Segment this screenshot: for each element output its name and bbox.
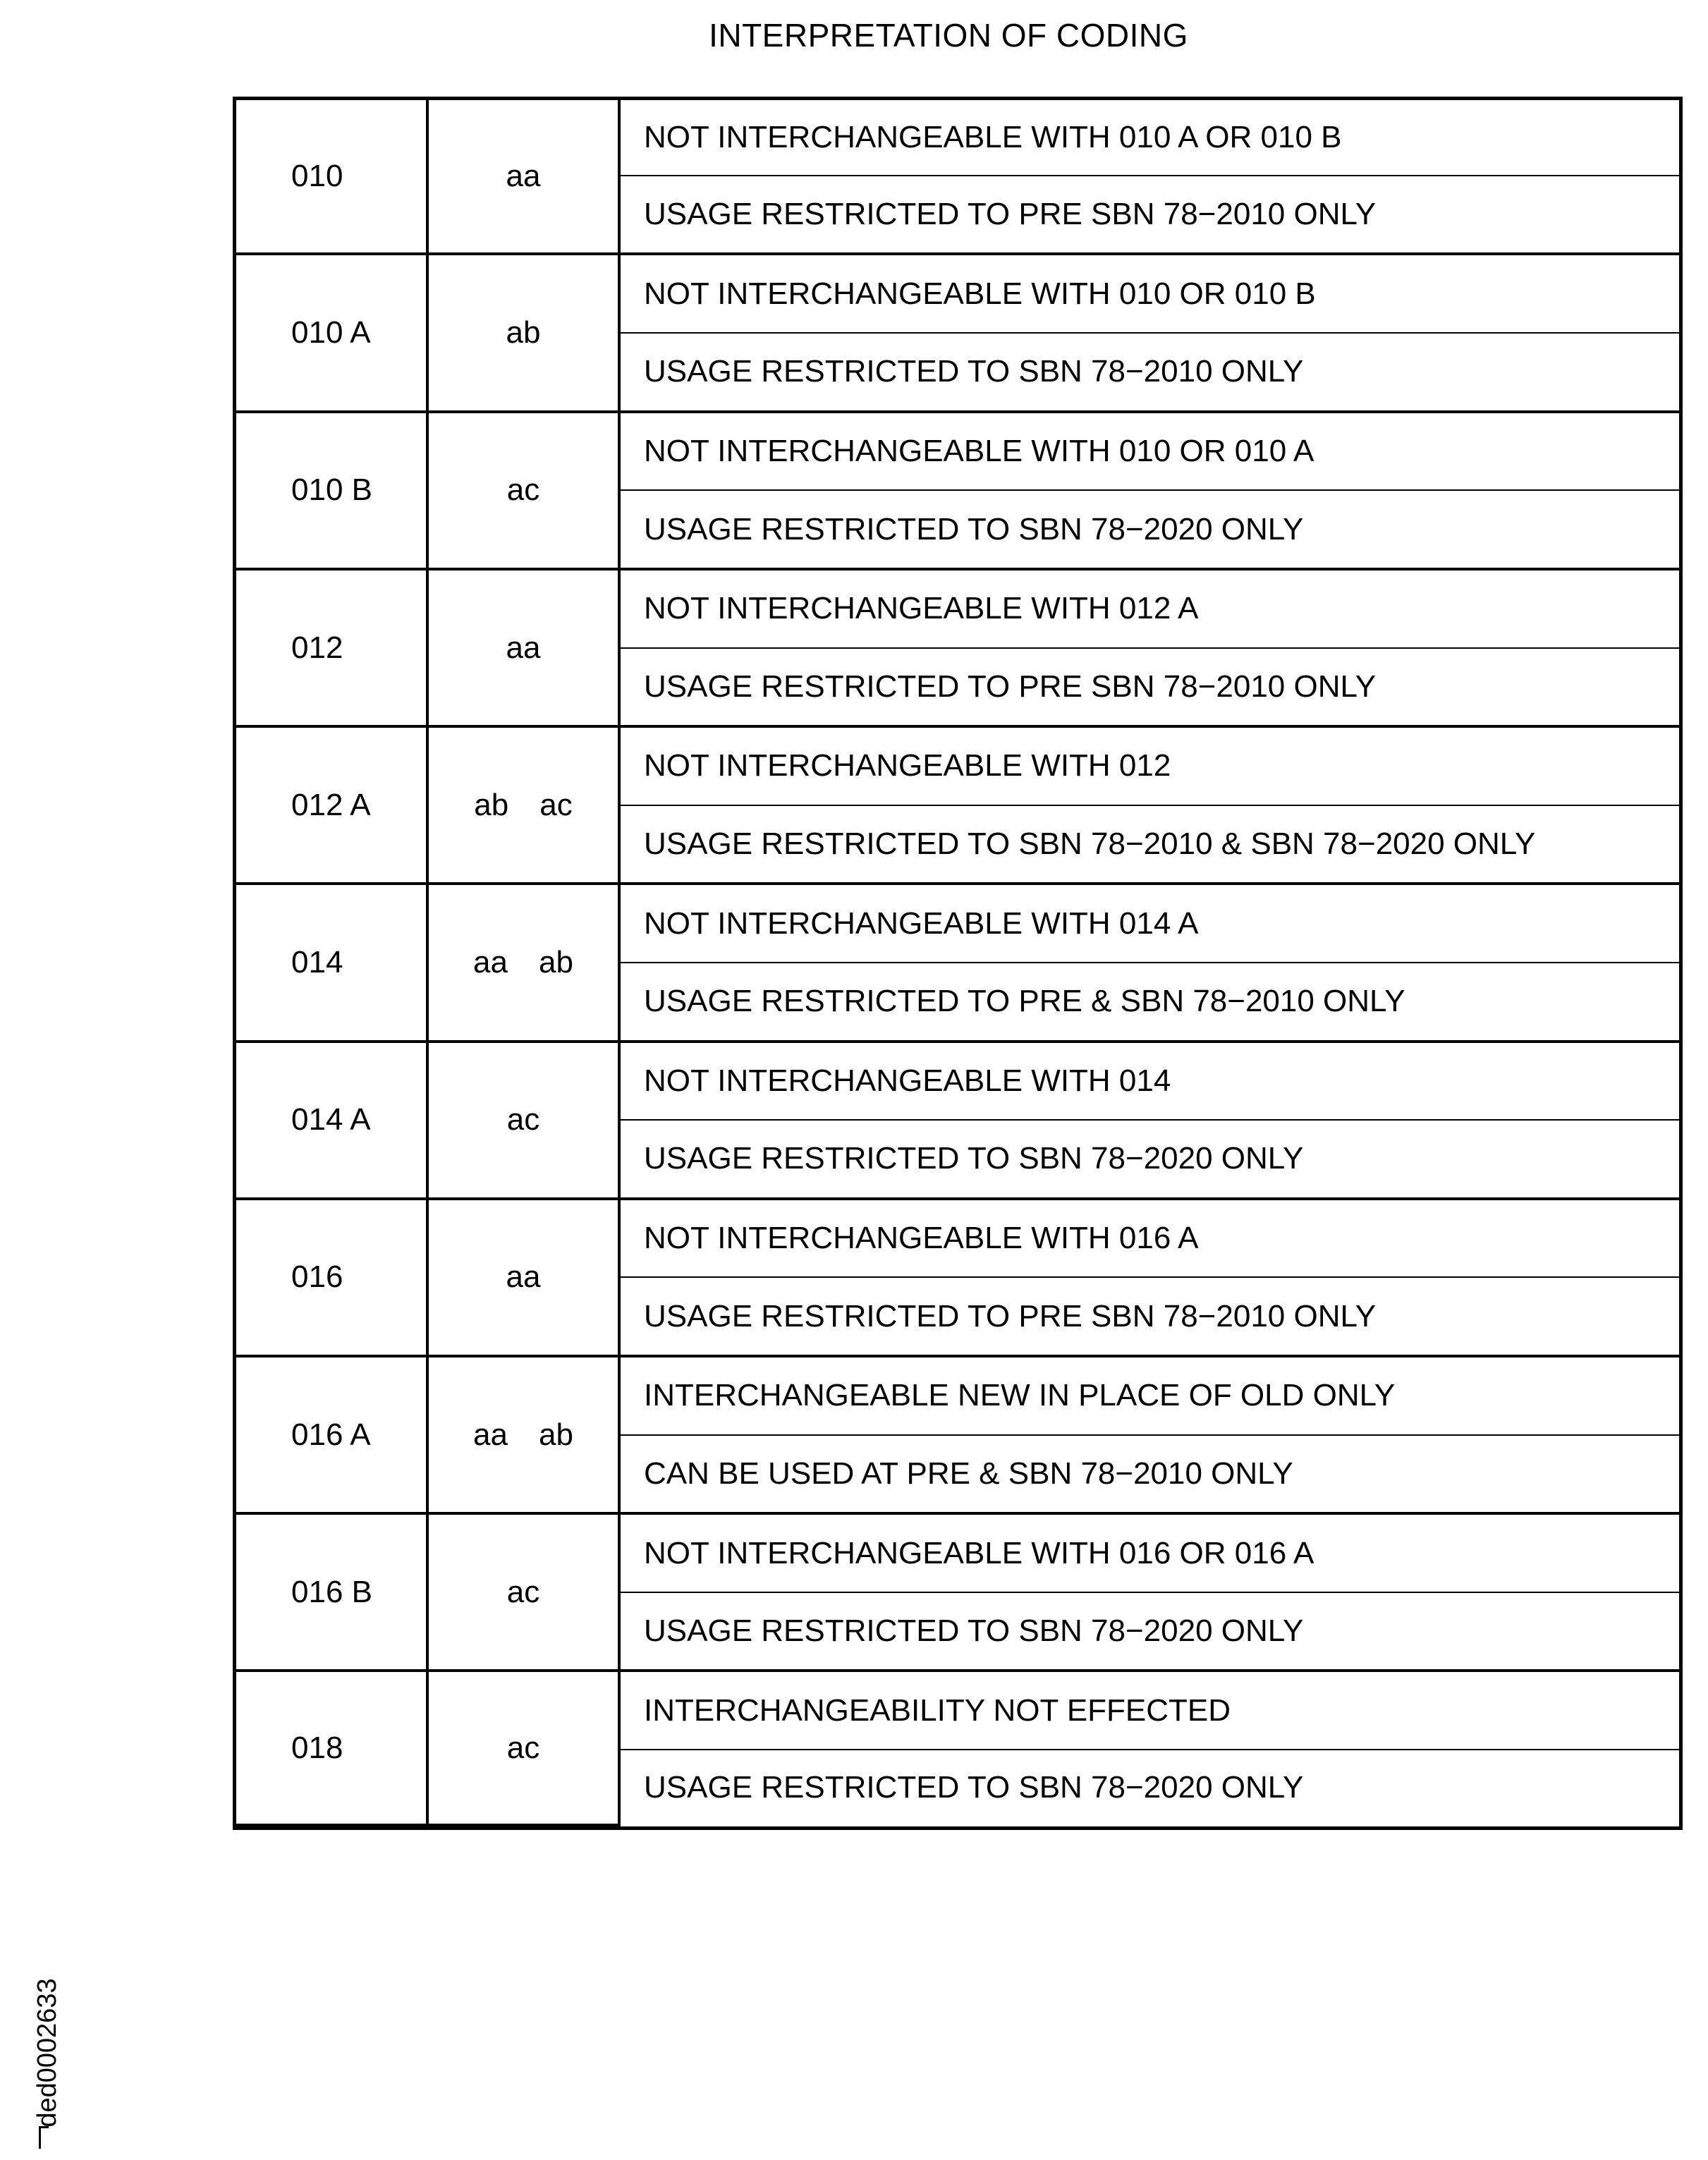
code-cell: 014 A	[236, 1042, 427, 1199]
table-row	[236, 1199, 1679, 1278]
table-row	[236, 1671, 1679, 1750]
interchangeability-cell: NOT INTERCHANGEABLE WITH 010 A OR 010 B	[619, 100, 1679, 176]
usage-cell: CAN BE USED AT PRE & SBN 78−2010 ONLY	[619, 1435, 1679, 1514]
marks-cell: ab	[427, 254, 619, 411]
marks-cell: aa ab	[427, 884, 619, 1041]
table-row	[236, 1356, 1679, 1435]
table-row	[236, 100, 1679, 176]
code-cell: 010 A	[236, 254, 427, 411]
usage-cell: USAGE RESTRICTED TO PRE SBN 78−2010 ONLY	[619, 648, 1679, 727]
code-cell: 012	[236, 569, 427, 726]
usage-cell: USAGE RESTRICTED TO SBN 78−2020 ONLY	[619, 1750, 1679, 1825]
usage-cell: USAGE RESTRICTED TO SBN 78−2020 ONLY	[619, 1592, 1679, 1671]
marks-cell: aa ab	[427, 1356, 619, 1513]
usage-cell: USAGE RESTRICTED TO PRE SBN 78−2010 ONLY	[619, 176, 1679, 255]
usage-cell: USAGE RESTRICTED TO SBN 78−2020 ONLY	[619, 490, 1679, 569]
marks-cell: ac	[427, 1513, 619, 1671]
marks-cell: aa	[427, 1199, 619, 1356]
interchangeability-cell: NOT INTERCHANGEABLE WITH 016 A	[619, 1199, 1679, 1278]
marks-cell: ab ac	[427, 726, 619, 884]
interchangeability-cell: NOT INTERCHANGEABLE WITH 010 OR 010 B	[619, 254, 1679, 333]
interchangeability-cell: NOT INTERCHANGEABLE WITH 012 A	[619, 569, 1679, 648]
corner-mark-horizontal	[39, 2126, 49, 2128]
interchangeability-cell: NOT INTERCHANGEABLE WITH 012	[619, 726, 1679, 805]
figure-reference-id: ded0002633	[32, 1978, 62, 2128]
interchangeability-cell: NOT INTERCHANGEABLE WITH 016 OR 016 A	[619, 1513, 1679, 1592]
coding-table-body	[236, 100, 1679, 1825]
figure-reference	[33, 1957, 61, 2149]
code-cell: 016 B	[236, 1513, 427, 1671]
table-row	[236, 1042, 1679, 1121]
marks-cell: ac	[427, 412, 619, 569]
coding-table-frame	[233, 97, 1683, 1830]
code-cell: 018	[236, 1671, 427, 1825]
table-row	[236, 726, 1679, 805]
code-cell: 010 B	[236, 412, 427, 569]
interchangeability-cell: NOT INTERCHANGEABLE WITH 014	[619, 1042, 1679, 1121]
table-row	[236, 569, 1679, 648]
coding-table	[236, 100, 1679, 1826]
marks-cell: aa	[427, 100, 619, 254]
table-row	[236, 1513, 1679, 1592]
page-title: INTERPRETATION OF CODING	[709, 17, 1188, 54]
interchangeability-cell: INTERCHANGEABILITY NOT EFFECTED	[619, 1671, 1679, 1750]
marks-cell: ac	[427, 1671, 619, 1825]
code-cell: 016 A	[236, 1356, 427, 1513]
table-row	[236, 884, 1679, 963]
usage-cell: USAGE RESTRICTED TO SBN 78−2010 & SBN 78−2020 ONLY	[619, 805, 1679, 884]
table-row	[236, 254, 1679, 333]
interchangeability-cell: NOT INTERCHANGEABLE WITH 010 OR 010 A	[619, 412, 1679, 491]
usage-cell: USAGE RESTRICTED TO SBN 78−2010 ONLY	[619, 333, 1679, 412]
marks-cell: aa	[427, 569, 619, 726]
marks-cell: ac	[427, 1042, 619, 1199]
code-cell: 016	[236, 1199, 427, 1356]
usage-cell: USAGE RESTRICTED TO PRE SBN 78−2010 ONLY	[619, 1277, 1679, 1356]
interchangeability-cell: INTERCHANGEABLE NEW IN PLACE OF OLD ONLY	[619, 1356, 1679, 1435]
usage-cell: USAGE RESTRICTED TO SBN 78−2020 ONLY	[619, 1120, 1679, 1199]
usage-cell: USAGE RESTRICTED TO PRE & SBN 78−2010 ONLY	[619, 963, 1679, 1042]
interchangeability-cell: NOT INTERCHANGEABLE WITH 014 A	[619, 884, 1679, 963]
code-cell: 012 A	[236, 726, 427, 884]
code-cell: 014	[236, 884, 427, 1041]
code-cell: 010	[236, 100, 427, 254]
table-row	[236, 412, 1679, 491]
corner-mark	[39, 2126, 41, 2149]
